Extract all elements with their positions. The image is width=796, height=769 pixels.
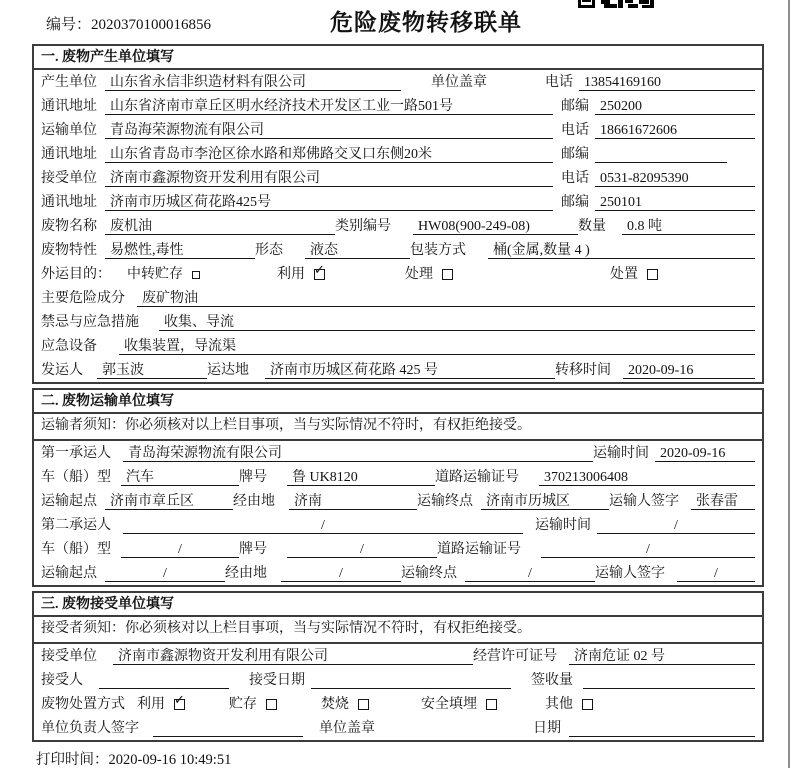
check-mark-icon: ✓ xyxy=(174,693,185,708)
field-receiver-unit: 济南市鑫源物资开发利用有限公司 xyxy=(105,170,553,187)
checkbox-method-landfill xyxy=(421,695,545,714)
label-receive-date: 接受日期 xyxy=(249,673,305,688)
field-receiver-person xyxy=(99,672,229,689)
field-transporter-sign-2: / xyxy=(677,565,755,582)
label-unit-seal: 单位盖章 xyxy=(431,75,487,90)
field-transfer-date: 2020-09-16 xyxy=(623,362,755,379)
checkbox-method-landfill-label: 安全填埋 xyxy=(421,697,477,712)
form-row xyxy=(34,334,762,358)
checkbox-method-landfill-box xyxy=(486,699,497,710)
field-vehicle-type-1: 汽车 xyxy=(121,469,239,486)
checkbox-transit-storage-label: 中转贮存 xyxy=(127,267,183,282)
form-row xyxy=(34,513,762,537)
label-receiver-phone: 电话 xyxy=(561,171,589,186)
field-receiver-address: 济南市历城区荷花路425号 xyxy=(105,194,553,211)
checkbox-method-incineration xyxy=(321,695,421,714)
label-transport-phone: 电话 xyxy=(561,123,589,138)
form-row xyxy=(34,262,762,286)
checkbox-treatment xyxy=(405,265,610,284)
field-road-permit-2: / xyxy=(541,541,755,558)
field-consignor: 郭玉波 xyxy=(97,362,207,379)
form-row xyxy=(34,94,762,118)
form-row xyxy=(34,465,762,489)
field-receiver-phone: 0531-82095390 xyxy=(595,170,755,187)
checkbox-disposal-label: 处置 xyxy=(610,267,638,282)
checkbox-utilization-label: 利用 xyxy=(277,267,305,282)
checkbox-method-incineration-label: 焚烧 xyxy=(321,697,349,712)
label-category-code: 类别编号 xyxy=(335,219,391,234)
check-mark-icon: ✓ xyxy=(314,263,325,278)
label-receive-sign-date: 日期 xyxy=(533,721,561,736)
form-row xyxy=(34,238,762,262)
label-transport-postcode: 邮编 xyxy=(561,147,589,162)
field-waste-name: 废机油 xyxy=(105,218,335,235)
field-transport-time-2: / xyxy=(597,517,755,534)
section-receiver xyxy=(32,591,764,742)
field-category-code: HW08(900-249-08) xyxy=(413,218,578,235)
label-form: 形态 xyxy=(255,243,283,258)
page-title: 危险废物转移联单 xyxy=(330,10,522,35)
form-row xyxy=(34,617,762,644)
checkbox-method-storage-box xyxy=(266,699,277,710)
section-transporter-title: 二. 废物运输单位填写 xyxy=(34,390,762,414)
label-transport-address: 通讯地址 xyxy=(41,147,97,162)
label-producer-unit: 产生单位 xyxy=(41,75,97,90)
label-receiver-person: 接受人 xyxy=(41,673,83,688)
checkbox-disposal-box xyxy=(647,269,658,280)
label-quantity: 数量 xyxy=(578,219,606,234)
label-origin-1: 运输起点 xyxy=(41,494,97,509)
checkbox-method-other-box xyxy=(582,699,593,710)
field-responsible-sign xyxy=(153,720,303,737)
label-main-hazard: 主要危险成分 xyxy=(41,291,125,306)
field-receive-sign-date xyxy=(569,720,755,737)
checkbox-method-other xyxy=(545,695,755,714)
form-row xyxy=(34,286,762,310)
field-via-2: / xyxy=(281,565,401,582)
manifest-form xyxy=(32,44,764,746)
checkbox-method-incineration-box xyxy=(358,699,369,710)
label-via-2: 经由地 xyxy=(225,566,267,581)
form-row xyxy=(34,142,762,166)
checkbox-method-storage-label: 贮存 xyxy=(229,697,257,712)
label-received-quantity: 签收量 xyxy=(531,673,573,688)
field-via-1: 济南 xyxy=(289,493,417,510)
transporter-notice: 运输者须知：你必须核对以上栏目事项，当与实际情况不符时，有权拒绝接受。 xyxy=(41,418,531,433)
form-row xyxy=(34,118,762,142)
form-row xyxy=(34,692,762,716)
section-transporter xyxy=(32,388,764,587)
field-second-carrier: / xyxy=(123,517,523,534)
checkbox-disposal xyxy=(610,265,755,284)
label-producer-address: 通讯地址 xyxy=(41,99,97,114)
form-row xyxy=(34,190,762,214)
print-time-label: 打印时间： xyxy=(36,752,109,768)
field-transporter-sign-1: 张春雷 xyxy=(691,493,755,510)
field-main-hazard: 废矿物油 xyxy=(137,290,755,307)
page-edge-divider xyxy=(788,0,790,768)
field-received-quantity xyxy=(583,672,755,689)
label-transfer-purpose: 外运目的： xyxy=(41,267,111,282)
qr-code-partial-icon xyxy=(578,0,654,9)
section-producer-title: 一. 废物产生单位填写 xyxy=(34,46,762,70)
label-consignor: 发运人 xyxy=(41,363,83,378)
checkbox-utilization-box xyxy=(314,263,325,280)
label-destination: 运达地 xyxy=(207,363,249,378)
field-transport-unit: 青岛海荣源物流有限公司 xyxy=(105,122,553,139)
checkbox-method-utilization xyxy=(137,695,229,714)
field-plate-1: 鲁 UK8120 xyxy=(287,469,435,486)
print-time xyxy=(36,748,231,769)
field-transport-postcode xyxy=(595,146,727,163)
field-plate-2: / xyxy=(287,541,437,558)
form-row xyxy=(34,668,762,692)
label-transport-time-2: 运输时间 xyxy=(535,518,591,533)
form-row xyxy=(34,358,762,382)
field-form: 液态 xyxy=(305,242,410,259)
form-row xyxy=(34,441,762,465)
field-road-permit-1: 370213006408 xyxy=(539,469,755,486)
form-row xyxy=(34,166,762,190)
checkbox-transit-storage-box xyxy=(192,271,200,279)
label-vehicle-type-2: 车（船）型 xyxy=(41,542,111,557)
checkbox-transit-storage xyxy=(127,265,277,284)
field-transport-address: 山东省青岛市李沧区徐水路和郑佛路交叉口东侧20米 xyxy=(105,146,553,163)
checkbox-method-storage xyxy=(229,695,321,714)
label-transfer-date: 转移时间 xyxy=(555,363,611,378)
label-origin-2: 运输起点 xyxy=(41,566,97,581)
label-transporter-sign-1: 运输人签字 xyxy=(609,494,679,509)
section-producer xyxy=(32,44,764,384)
label-license-no: 经营许可证号 xyxy=(473,649,557,664)
label-characteristics: 废物特性 xyxy=(41,243,97,258)
field-producer-address: 山东省济南市章丘区明水经济技术开发区工业一路501号 xyxy=(105,98,553,115)
field-receiver-postcode: 250101 xyxy=(595,194,755,211)
form-row xyxy=(34,644,762,668)
label-first-carrier: 第一承运人 xyxy=(41,446,111,461)
field-endpoint-2: / xyxy=(465,565,595,582)
section-receiver-title: 三. 废物接受单位填写 xyxy=(34,593,762,617)
label-receiving-unit: 接受单位 xyxy=(41,649,97,664)
field-packaging: 桶(金属,数量 4 ) xyxy=(488,242,755,259)
field-producer-unit: 山东省永信非织造材料有限公司 xyxy=(105,74,401,91)
form-row xyxy=(34,414,762,441)
form-row xyxy=(34,561,762,585)
field-receive-date xyxy=(311,672,511,689)
label-receiver-postcode: 邮编 xyxy=(561,195,589,210)
field-characteristics: 易燃性,毒性 xyxy=(105,242,255,259)
field-emergency-measures: 收集、导流 xyxy=(159,314,755,331)
label-receiver-unit: 接受单位 xyxy=(41,171,97,186)
field-transport-time-1: 2020-09-16 xyxy=(655,445,755,462)
serial-value: 2020370100016856 xyxy=(91,17,212,33)
label-road-permit-2: 道路运输证号 xyxy=(437,542,521,557)
checkbox-utilization xyxy=(277,265,405,284)
label-road-permit-1: 道路运输证号 xyxy=(435,470,519,485)
field-endpoint-1: 济南市历城区 xyxy=(481,493,609,510)
label-producer-postcode: 邮编 xyxy=(561,99,589,114)
label-transport-time-1: 运输时间 xyxy=(593,446,649,461)
label-transporter-sign-2: 运输人签字 xyxy=(595,566,665,581)
field-origin-1: 济南市章丘区 xyxy=(105,493,233,510)
field-first-carrier: 青岛海荣源物流有限公司 xyxy=(123,445,593,462)
label-vehicle-type-1: 车（船）型 xyxy=(41,470,111,485)
label-receiver-address: 通讯地址 xyxy=(41,195,97,210)
label-disposal-method: 废物处置方式 xyxy=(41,697,125,712)
label-via-1: 经由地 xyxy=(233,494,275,509)
checkbox-treatment-box xyxy=(442,269,453,280)
label-emergency-measures: 禁忌与应急措施 xyxy=(41,315,139,330)
label-waste-name: 废物名称 xyxy=(41,219,97,234)
field-destination: 济南市历城区荷花路 425 号 xyxy=(265,362,555,379)
label-producer-phone: 电话 xyxy=(545,75,573,90)
field-origin-2: / xyxy=(105,565,225,582)
label-transport-unit: 运输单位 xyxy=(41,123,97,138)
receiver-notice: 接受者须知：你必须核对以上栏目事项，当与实际情况不符时，有权拒绝接受。 xyxy=(41,621,531,636)
form-row xyxy=(34,716,762,740)
field-quantity: 0.8 吨 xyxy=(622,218,755,235)
form-row xyxy=(34,489,762,513)
label-plate-1: 牌号 xyxy=(239,470,267,485)
label-responsible-sign: 单位负责人签字 xyxy=(41,721,139,736)
field-emergency-equipment: 收集装置，导流渠 xyxy=(119,338,755,355)
print-time-value: 2020-09-16 10:49:51 xyxy=(108,752,232,768)
serial-label: 编号： xyxy=(46,17,92,33)
checkbox-method-utilization-box xyxy=(174,693,185,710)
field-vehicle-type-2: / xyxy=(121,541,239,558)
label-plate-2: 牌号 xyxy=(239,542,267,557)
label-receiver-unit-seal: 单位盖章 xyxy=(319,721,375,736)
checkbox-method-other-label: 其他 xyxy=(545,697,573,712)
form-row xyxy=(34,70,762,94)
form-row xyxy=(34,537,762,561)
form-row xyxy=(34,310,762,334)
field-producer-postcode: 250200 xyxy=(595,98,755,115)
label-endpoint-1: 运输终点 xyxy=(417,494,473,509)
label-emergency-equipment: 应急设备 xyxy=(41,339,97,354)
checkbox-method-utilization-label: 利用 xyxy=(137,697,165,712)
checkbox-treatment-label: 处理 xyxy=(405,267,433,282)
form-row xyxy=(34,214,762,238)
label-packaging: 包装方式 xyxy=(410,243,466,258)
serial-number xyxy=(46,13,211,34)
field-transport-phone: 18661672606 xyxy=(595,122,755,139)
field-license-no: 济南危证 02 号 xyxy=(569,648,755,665)
field-receiving-unit: 济南市鑫源物资开发利用有限公司 xyxy=(113,648,473,665)
label-endpoint-2: 运输终点 xyxy=(401,566,457,581)
label-second-carrier: 第二承运人 xyxy=(41,518,111,533)
field-producer-phone: 13854169160 xyxy=(579,74,755,91)
